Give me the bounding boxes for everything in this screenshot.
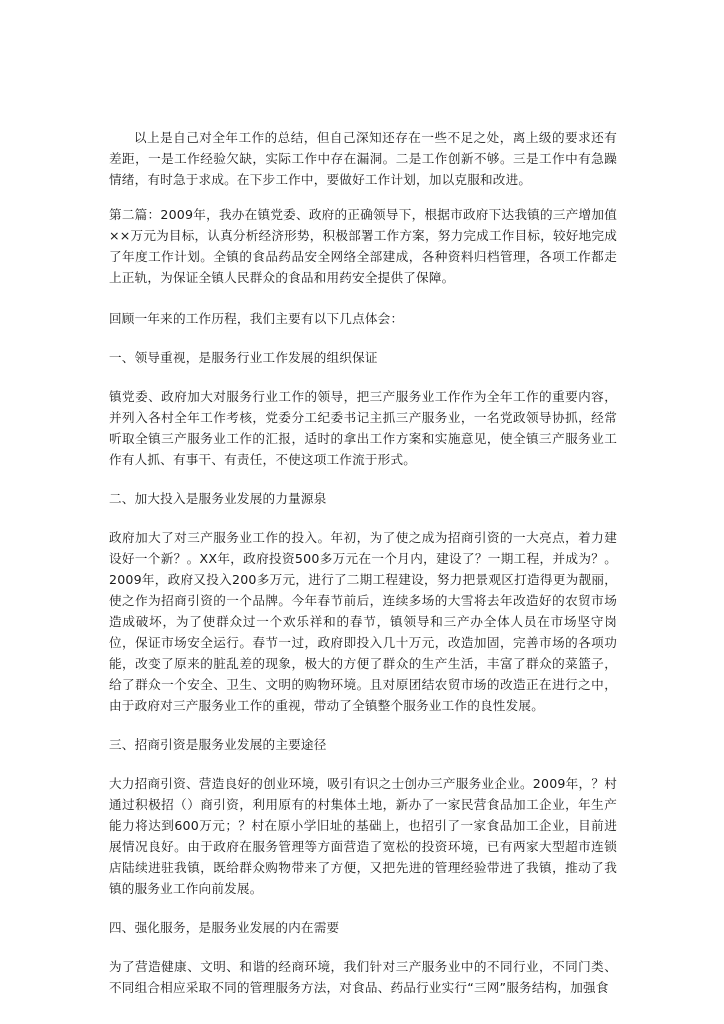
section1-body: 镇党委、政府加大对服务行业工作的领导，把三产服务业工作作为全年工作的重要内容，并列入各村全年工作考核，党委分工纪委书记主抓三产服务业，一名党政领导协抓，经常听取全镇三产服务业工作的汇报，适时的拿出工作方案和实施意见，使全镇三产服务业工作有人抓、有事干、有责任，不使这项工作流于形式。 bbox=[109, 389, 617, 467]
section1-heading: 一、领导重视，是服务行业工作发展的组织保证 bbox=[109, 350, 378, 365]
document-page bbox=[109, 127, 617, 998]
part2-paragraph: 第二篇：2009年，我办在镇党委、政府的正确领导下，根据市政府下达我镇的三产增加值××万元为目标，认真分析经济形势，积极部署工作方案，努力完成工作目标，较好地完成了年度工作计划。全镇的食品药品安全网络全部建成，各种资料归档管理，各项工作都走上正轨，为保证全镇人民群众的食品和用药安全提供了保障。 bbox=[109, 207, 617, 285]
section3-body: 大力招商引资、营造良好的创业环境，吸引有识之士创办三产服务业企业。2009年，？村通过积极招（）商引资，利用原有的村集体土地，新办了一家民营食品加工企业，年生产能力将达到600万元；？村在原小学旧址的基础上，也招引了一家食品加工企业，目前进展情况良好。由于政府在服务管理等方面营造了宽松的投资环境，已有两家大型超市连锁店陆续进驻我镇，既给群众购物带来了方便，又把先进的管理经验带进了我镇，推动了我镇的服务业工作向前发展。 bbox=[109, 776, 617, 896]
section4-body: 为了营造健康、文明、和谐的经商环境，我们针对三产服务业中的不同行业，不同门类、不同组合相应采取不同的管理服务方法，对食品、药品行业实行“三网”服务结构，加强食 bbox=[109, 959, 617, 995]
section2-body: 政府加大了对三产服务业工作的投入。年初，为了使之成为招商引资的一大亮点，着力建设好一个新？。XX年，政府投资500多万元在一个月内，建设了？一期工程，并成为？。2009年，政府又投入200多万元，进行了二期工程建设，努力把景观区打造得更为靓丽，使之作为招商引资的一个品牌。今年春节前后，连续多场的大雪将去年改造好的农贸市场造成破坏，为了使群众过一个欢乐祥和的春节，镇领导和三产办全体人员在市场坚守岗位，保证市场安全运行。春节一过，政府即投入几十万元，改造加固，完善市场的各项功能，改变了原来的脏乱差的现象，极大的方便了群众的生产生活，丰富了群众的菜篮子，给了群众一个安全、卫生、文明的购物环境。且对原团结农贸市场的改造正在进行之中，由于政府对三产服务业工作的重视，带动了全镇整个服务业工作的良性发展。 bbox=[109, 530, 617, 713]
section2-heading: 二、加大投入是服务业发展的力量源泉 bbox=[109, 491, 327, 506]
intro-paragraph: 以上是自己对全年工作的总结，但自己深知还存在一些不足之处，离上级的要求还有差距，一是工作经验欠缺，实际工作中存在漏洞。二是工作创新不够。三是工作中有急躁情绪，有时急于求成。在下步工作中，要做好工作计划，加以克服和改进。 bbox=[109, 130, 617, 187]
section4-heading: 四、强化服务，是服务业发展的内在需要 bbox=[109, 920, 340, 935]
section3-heading: 三、招商引资是服务业发展的主要途径 bbox=[109, 737, 327, 752]
review-paragraph: 回顾一年来的工作历程，我们主要有以下几点体会： bbox=[109, 311, 404, 326]
